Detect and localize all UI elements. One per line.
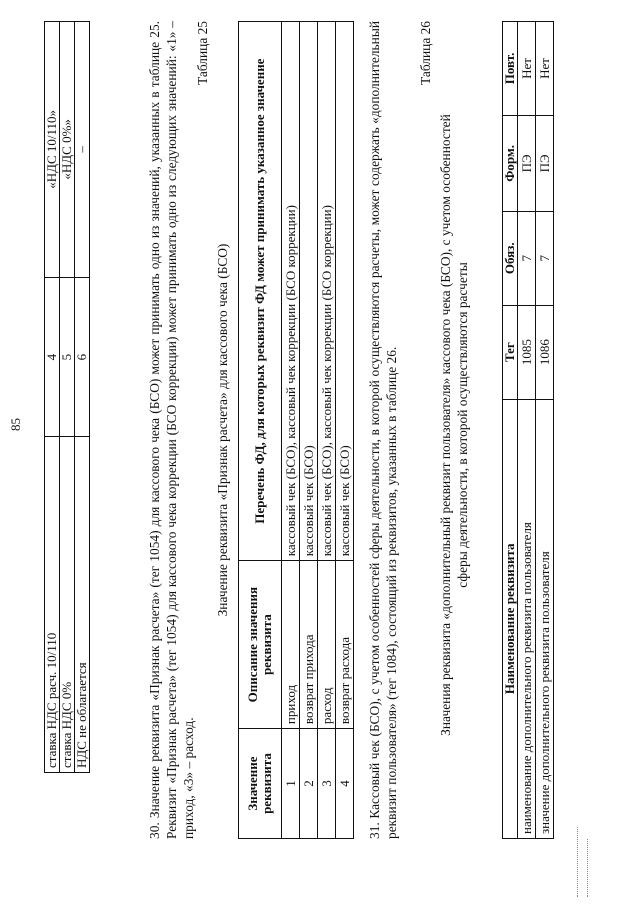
table-25 <box>238 21 354 839</box>
table-25-description: возврат расхода <box>336 561 354 729</box>
table-26-required: 7 <box>518 211 536 305</box>
paragraph-31: 31. Кассовый чек (БСО), с учетом особенностей сферы деятельности, в которой осуществляются расчеты, может содержать «дополнительный реквизит пользователя» (тег 1084), состоящий из реквизитов, указанных в таблице 26. <box>367 21 399 839</box>
table-25-row <box>282 22 300 839</box>
table-25-row <box>336 22 354 839</box>
table-25-header-value: Значение реквизита <box>239 729 282 839</box>
vat-rate-row <box>45 22 60 773</box>
vat-rate-code: 4 <box>45 277 60 437</box>
table-26-tag: 1086 <box>536 305 554 399</box>
table-25-header-documents: Перечень ФД, для которых реквизит ФД может принимать указанное значение <box>239 22 282 561</box>
table-26-row <box>518 22 536 839</box>
table-26-format: ПЭ <box>518 115 536 211</box>
table-26-header-row <box>503 22 518 839</box>
table-25-row <box>318 22 336 839</box>
registration-stamp <box>572 817 594 897</box>
table-25-description: расход <box>318 561 336 729</box>
vat-rate-code: 5 <box>60 277 75 437</box>
table-26-header-required: Обяз. <box>503 211 518 305</box>
vat-rate-print-value: – <box>75 22 90 278</box>
table-25-documents: кассовый чек (БСО), кассовый чек коррекции (БСО коррекции) <box>318 22 336 561</box>
table-26-caption: Значения реквизита «дополнительный реквизит пользователя» кассового чека (БСО), с учетом особенностей сферы деятельности, в которой осуществляются расчеты <box>438 114 470 736</box>
table-25-value: 4 <box>336 729 354 839</box>
table-26-header-name: Наименование реквизита <box>503 399 518 838</box>
table-25-value: 1 <box>282 729 300 839</box>
vat-rate-name: ставка НДС расч. 10/110 <box>45 437 60 773</box>
table-26-format: ПЭ <box>536 115 554 211</box>
table-26-repeat: Нет <box>536 22 554 116</box>
table-26 <box>502 21 554 839</box>
table-26-header-repeat: Повт. <box>503 22 518 116</box>
table-26-tag: 1085 <box>518 305 536 399</box>
table-25-documents: кассовый чек (БСО) <box>300 22 318 561</box>
table-26-header-format: Форм. <box>503 115 518 211</box>
paragraph-30: 30. Значение реквизита «Признак расчета» (тег 1054) для кассового чека (БСО) может принимать одно из значений, указанных в таблице 25. Реквизит «Признак расчета» (тег 1054) для кассового чека коррекции (БСО коррекции) может принимать одно из следующих значений: «1» – приход, «3» – расход. <box>147 21 196 839</box>
table-25-description: возврат прихода <box>300 561 318 729</box>
table-25-documents: кассовый чек (БСО) <box>336 22 354 561</box>
vat-rate-code: 6 <box>75 277 90 437</box>
table-26-label: Таблица 26 <box>418 21 433 85</box>
table-26-header-tag: Тег <box>503 305 518 399</box>
table-26-name: значение дополнительного реквизита пользователя <box>536 399 554 838</box>
table-25-row <box>300 22 318 839</box>
vat-rate-row <box>75 22 90 773</box>
vat-rate-print-value: «НДС 10/110» <box>45 22 60 278</box>
vat-rates-table <box>44 21 90 773</box>
vat-rate-print-value: «НДС 0%» <box>60 22 75 278</box>
table-25-documents: кассовый чек (БСО), кассовый чек коррекции (БСО коррекции) <box>282 22 300 561</box>
table-26-required: 7 <box>536 211 554 305</box>
vat-rate-name: ставка НДС 0% <box>60 437 75 773</box>
table-25-value: 2 <box>300 729 318 839</box>
table-26-repeat: Нет <box>518 22 536 116</box>
table-26-row <box>536 22 554 839</box>
table-25-header-row <box>239 22 282 839</box>
table-25-value: 3 <box>318 729 336 839</box>
table-25-header-description: Описание значения реквизита <box>239 561 282 729</box>
table-26-name: наименование дополнительного реквизита пользователя <box>518 399 536 838</box>
page-number: 85 <box>8 418 23 431</box>
vat-rate-name: НДС не облагается <box>75 437 90 773</box>
vat-rate-row <box>60 22 75 773</box>
table-25-label: Таблица 25 <box>195 21 210 85</box>
table-25-caption: Значение реквизита «Признак расчета» для кассового чека (БСО) <box>215 243 230 617</box>
table-25-description: приход <box>282 561 300 729</box>
